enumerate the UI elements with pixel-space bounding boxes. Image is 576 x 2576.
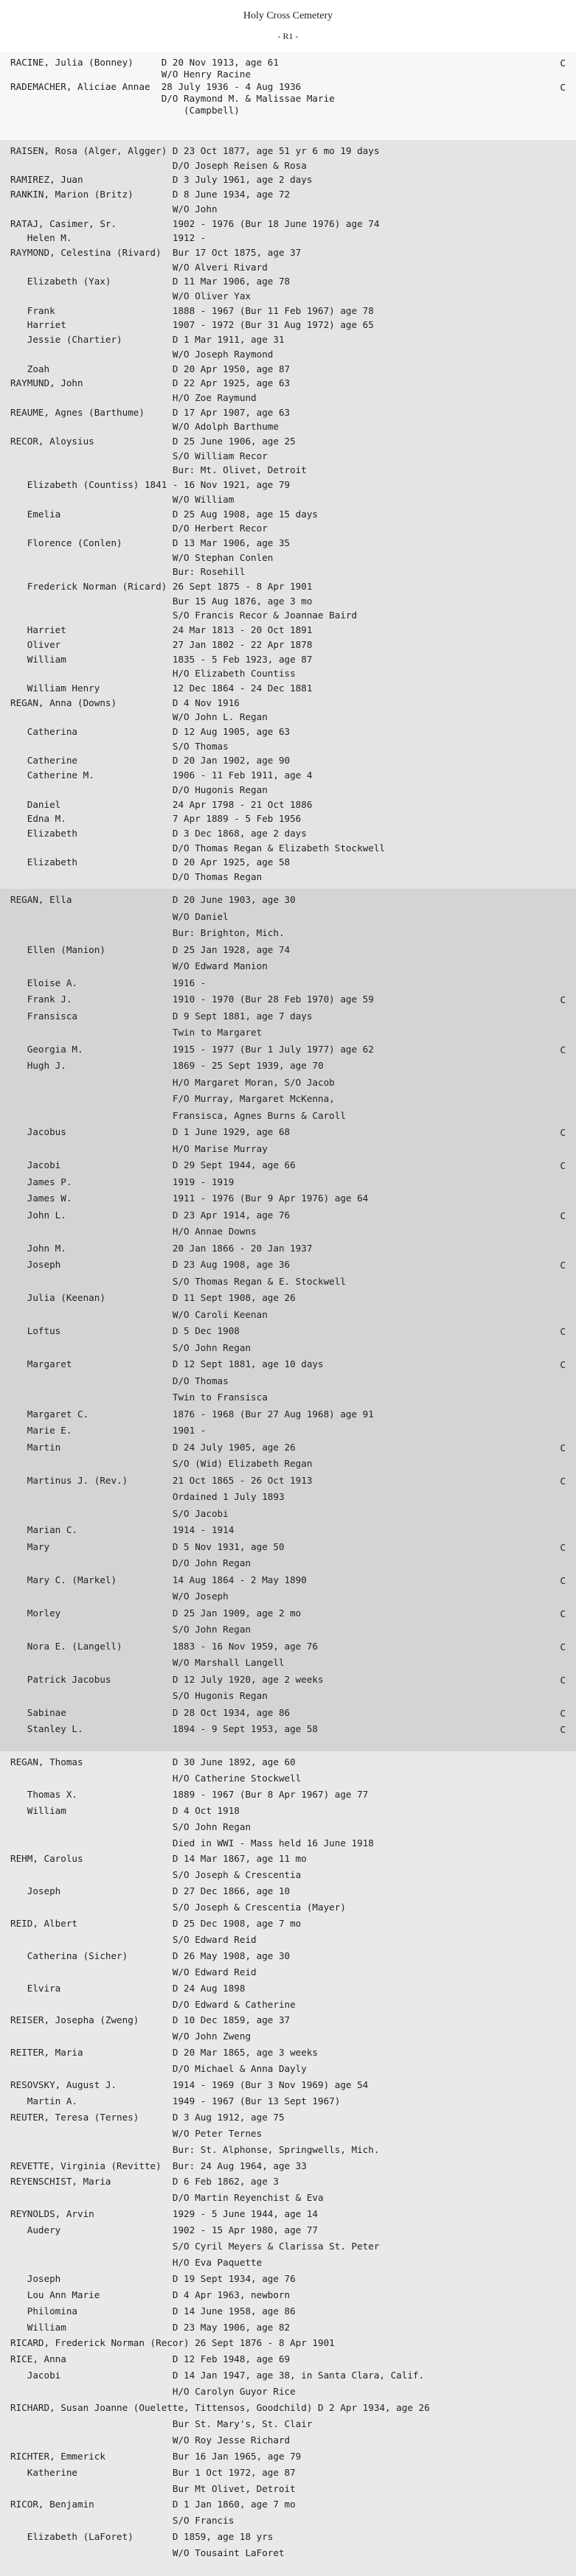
entry-line: S/O Thomas Regan & E. Stockwell xyxy=(10,1275,346,1287)
entry-line: W/O Caroli Keenan xyxy=(10,1308,268,1320)
entry-line: D/O Thomas xyxy=(10,1375,229,1386)
entry-line: W/O Joseph xyxy=(10,1591,229,1602)
entry-line: RANKIN, Marion (Britz) D 8 June 1934, age 72 xyxy=(10,189,291,200)
entry-line: W/O Alveri Rivard xyxy=(10,261,268,273)
entry-line: Elizabeth (LaForet) D 1859, age 18 yrs xyxy=(10,2531,274,2543)
entry-line: Katherine Bur 1 Oct 1972, age 87 xyxy=(10,2466,296,2478)
c-marker: C xyxy=(560,1541,566,1553)
entry-line: Catherina (Sicher) D 26 May 1908, age 30 xyxy=(10,1950,291,1961)
entry-line: RICOR, Benjamin D 1 Jan 1860, age 7 mo xyxy=(10,2499,296,2510)
c-marker: C xyxy=(560,1641,566,1652)
entry-line: RAYMUND, John D 22 Apr 1925, age 63 xyxy=(10,377,291,389)
entry-line: S/O John Regan xyxy=(10,1821,251,1832)
entry-line: H/O Zoe Raymund xyxy=(10,391,257,403)
entry-line: Martin D 24 July 1905, age 26 xyxy=(10,1441,296,1453)
entry-line: H/O Annae Downs xyxy=(10,1226,257,1237)
entry-line: Bur: Rosehill xyxy=(10,566,246,578)
entry-line: William Henry 12 Dec 1864 - 24 Dec 1881 xyxy=(10,682,313,694)
entry-line: D/O Martin Reyenchist & Eva xyxy=(10,2192,324,2204)
entry-line: H/O Catherine Stockwell xyxy=(10,1772,302,1784)
entry-line: D/O John Regan xyxy=(10,1557,251,1568)
entry-line: Nora E. (Langell) 1883 - 16 Nov 1959, age 76 xyxy=(10,1640,319,1652)
entry-line: Twin to Fransisca xyxy=(10,1392,268,1403)
entry-line: Martin A. 1949 - 1967 (Bur 13 Sept 1967) xyxy=(10,2095,341,2106)
entry-line: H/O Marise Murray xyxy=(10,1142,268,1154)
entry-line: John L. D 23 Apr 1914, age 76 xyxy=(10,1209,291,1221)
entry-line: REYNOLDS, Arvin 1929 - 5 June 1944, age 14 xyxy=(10,2208,319,2220)
entry-line: Morley D 25 Jan 1909, age 2 mo xyxy=(10,1607,302,1619)
entry-line: Harriet 24 Mar 1813 - 20 Oct 1891 xyxy=(10,624,313,636)
section-3 xyxy=(0,889,576,1751)
entry-line: Catherine M. 1906 - 11 Feb 1911, age 4 xyxy=(10,769,313,781)
entry-line: RATAJ, Casimer, Sr. 1902 - 1976 (Bur 18 June 1976) age 74 xyxy=(10,217,380,229)
entry-line: Hugh J. 1869 - 25 Sept 1939, age 70 xyxy=(10,1060,324,1071)
entry-line: Sabinae D 28 Oct 1934, age 86 xyxy=(10,1706,291,1718)
c-marker: C xyxy=(560,1674,566,1686)
section-1 xyxy=(0,52,576,140)
entry-line: W/O Marshall Langell xyxy=(10,1657,285,1668)
entry-line: REGAN, Ella D 20 June 1903, age 30 xyxy=(10,894,296,905)
c-marker: C xyxy=(560,1608,566,1619)
entry-line: Thomas X. 1889 - 1967 (Bur 8 Apr 1967) age 77 xyxy=(10,1788,369,1800)
section-2 xyxy=(0,140,576,889)
entry-line: Oliver 27 Jan 1802 - 22 Apr 1878 xyxy=(10,638,313,650)
entry-line: Joseph D 19 Sept 1934, age 76 xyxy=(10,2272,296,2284)
entry-line: Frank J. 1910 - 1970 (Bur 28 Feb 1970) age 59 xyxy=(10,994,374,1005)
entry-line: H/O Elizabeth Countiss xyxy=(10,668,296,680)
entry-line: W/O Joseph Raymond xyxy=(10,348,274,360)
entry-line: Julia (Keenan) D 11 Sept 1908, age 26 xyxy=(10,1292,296,1303)
entry-line: William D 23 May 1906, age 82 xyxy=(10,2321,291,2333)
entry-line: S/O (Wid) Elizabeth Regan xyxy=(10,1458,313,1469)
entry-line: W/O Daniel xyxy=(10,910,229,922)
entry-line: H/O Margaret Moran, S/O Jacob xyxy=(10,1076,335,1088)
entry-line: D/O Michael & Anna Dayly xyxy=(10,2063,307,2075)
c-marker: C xyxy=(560,1127,566,1138)
entry-line: Jacobi D 14 Jan 1947, age 38, in Santa Clara, Calif. xyxy=(10,2370,425,2381)
entry-line: Audery 1902 - 15 Apr 1980, age 77 xyxy=(10,2224,319,2236)
entry-line: RESOVSKY, August J. 1914 - 1969 (Bur 3 Nov 1969) age 54 xyxy=(10,2079,369,2090)
entry-line: Emelia D 25 Aug 1908, age 15 days xyxy=(10,508,319,520)
entry-line: W/O Tousaint LaForet xyxy=(10,2547,285,2559)
entry-line: S/O John Regan xyxy=(10,1341,251,1353)
entry-line: W/O John Zweng xyxy=(10,2031,251,2042)
entry-line: RADEMACHER, Aliciae Annae 28 July 1936 - 4 Aug 1936 xyxy=(10,80,302,92)
entry-line: Mary D 5 Nov 1931, age 50 xyxy=(10,1540,285,1552)
entry-line: Ellen (Manion) D 25 Jan 1928, age 74 xyxy=(10,943,291,955)
entry-line: RICARD, Frederick Norman (Recor) 26 Sept 1876 - 8 Apr 1901 xyxy=(10,2337,335,2349)
entry-line: Philomina D 14 June 1958, age 86 xyxy=(10,2305,296,2317)
entry-line: S/O Francis Recor & Joannae Baird xyxy=(10,610,358,621)
c-marker: C xyxy=(560,57,566,69)
entry-line: S/O Thomas xyxy=(10,740,229,752)
entry-line: Bur: Mt. Olivet, Detroit xyxy=(10,464,307,476)
entry-line: W/O William xyxy=(10,493,235,505)
c-marker: C xyxy=(560,1724,566,1735)
entry-line: H/O Eva Paquette xyxy=(10,2256,263,2268)
entry-line: Marian C. 1914 - 1914 xyxy=(10,1524,235,1535)
entry-line: Margaret D 12 Sept 1881, age 10 days xyxy=(10,1358,324,1369)
c-marker: C xyxy=(560,1707,566,1719)
entry-line: REISER, Josepha (Zweng) D 10 Dec 1859, age 37 xyxy=(10,2014,291,2026)
entry-line: S/O Francis xyxy=(10,2515,235,2527)
entry-line: REYENSCHIST, Maria D 6 Feb 1862, age 3 xyxy=(10,2176,279,2188)
entry-line: Bur 15 Aug 1876, age 3 mo xyxy=(10,595,313,607)
entry-line: W/O Henry Racine xyxy=(10,69,251,80)
entry-line: REHM, Carolus D 14 Mar 1867, age 11 mo xyxy=(10,1853,307,1865)
entry-line: Patrick Jacobus D 12 July 1920, age 2 weeks xyxy=(10,1673,324,1685)
entry-line: Frank 1888 - 1967 (Bur 11 Feb 1967) age 78 xyxy=(10,304,374,316)
c-marker: C xyxy=(560,1160,566,1171)
entry-line: REGAN, Thomas D 30 June 1892, age 60 xyxy=(10,1756,296,1767)
entry-line: James P. 1919 - 1919 xyxy=(10,1176,235,1187)
entry-line: RAISEN, Rosa (Alger, Algger) D 23 Oct 1877, age 51 yr 6 mo 19 days xyxy=(10,145,380,156)
entry-line: Twin to Margaret xyxy=(10,1027,263,1038)
c-marker: C xyxy=(560,994,566,1005)
c-marker: C xyxy=(560,1574,566,1586)
entry-line: Joseph D 27 Dec 1866, age 10 xyxy=(10,1885,291,1897)
entry-line: D/O Herbert Recor xyxy=(10,523,268,534)
entry-line: W/O Oliver Yax xyxy=(10,290,251,301)
entry-line: Margaret C. 1876 - 1968 (Bur 27 Aug 1968) age 91 xyxy=(10,1408,374,1420)
entry-line: William 1835 - 5 Feb 1923, age 87 xyxy=(10,653,313,665)
entry-line: RICHARD, Susan Joanne (Ouelette, Tittensos, Goodchild) D 2 Apr 1934, age 26 xyxy=(10,2402,430,2413)
entry-line: Martinus J. (Rev.) 21 Oct 1865 - 26 Oct 1913 xyxy=(10,1474,313,1486)
section-4 xyxy=(0,1751,576,2576)
entry-line: F/O Murray, Margaret McKenna, xyxy=(10,1093,335,1104)
entry-line: Ordained 1 July 1893 xyxy=(10,1491,285,1502)
entry-line: Jacobus D 1 June 1929, age 68 xyxy=(10,1126,291,1137)
entry-line: Bur: St. Alphonse, Springwells, Mich. xyxy=(10,2143,380,2155)
entry-line: Bur: Brighton, Mich. xyxy=(10,927,285,938)
entry-line: James W. 1911 - 1976 (Bur 9 Apr 1976) age 64 xyxy=(10,1193,369,1204)
entry-line: Catherine D 20 Jan 1902, age 90 xyxy=(10,755,291,767)
entry-line: REUTER, Teresa (Ternes) D 3 Aug 1912, age 75 xyxy=(10,2111,285,2123)
entry-line: W/O Edward Manion xyxy=(10,960,268,971)
entry-line: William D 4 Oct 1918 xyxy=(10,1804,240,1816)
entry-line: Eloise A. 1916 - xyxy=(10,977,207,988)
entry-line: S/O Cyril Meyers & Clarissa St. Peter xyxy=(10,2241,380,2252)
c-marker: C xyxy=(560,1260,566,1271)
entry-line: Jessie (Chartier) D 1 Mar 1911, age 31 xyxy=(10,334,285,346)
entry-line: D/O Thomas Regan & Elizabeth Stockwell xyxy=(10,842,385,854)
entry-line: D/O Joseph Reisen & Rosa xyxy=(10,159,307,171)
entry-line: Marie E. 1901 - xyxy=(10,1425,207,1436)
entry-line: W/O Adolph Barthume xyxy=(10,421,279,433)
entry-line: (Campbell) xyxy=(10,105,240,116)
entry-line: Died in WWI - Mass held 16 June 1918 xyxy=(10,1837,374,1849)
entry-line: John M. 20 Jan 1866 - 20 Jan 1937 xyxy=(10,1242,313,1254)
entry-line: Fransisca D 9 Sept 1881, age 7 days xyxy=(10,1010,313,1022)
entry-line: S/O Joseph & Crescentia xyxy=(10,1869,302,1881)
entry-line: Jacobi D 29 Sept 1944, age 66 xyxy=(10,1159,296,1170)
entry-line: Elizabeth (Yax) D 11 Mar 1906, age 78 xyxy=(10,276,291,287)
entry-line: Elizabeth (Countiss) 1841 - 16 Nov 1921, age 79 xyxy=(10,479,291,491)
entry-line: W/O John xyxy=(10,203,218,214)
entry-line: W/O Stephan Conlen xyxy=(10,551,274,563)
entry-line: Bur St. Mary's, St. Clair xyxy=(10,2418,313,2429)
entry-line: Elizabeth D 20 Apr 1925, age 58 xyxy=(10,856,291,868)
entry-line: RECOR, Aloysius D 25 June 1906, age 25 xyxy=(10,436,296,447)
entry-line: RICE, Anna D 12 Feb 1948, age 69 xyxy=(10,2353,291,2365)
entry-line: W/O Peter Ternes xyxy=(10,2127,263,2139)
entry-line: S/O Joseph & Crescentia (Mayer) xyxy=(10,1902,346,1913)
entry-line: S/O Jacobi xyxy=(10,1507,229,1519)
entry-line: D/O Thomas Regan xyxy=(10,871,263,882)
entry-line: RAYMOND, Celestina (Rivard) Bur 17 Oct 1875, age 37 xyxy=(10,246,302,258)
entry-line: REITER, Maria D 20 Mar 1865, age 3 weeks xyxy=(10,2047,319,2059)
entry-line: REAUME, Agnes (Barthume) D 17 Apr 1907, age 63 xyxy=(10,406,291,418)
entry-line: H/O Carolyn Guyor Rice xyxy=(10,2386,296,2398)
entry-line: S/O Edward Reid xyxy=(10,1933,257,1945)
entry-line: Florence (Conlen) D 13 Mar 1906, age 35 xyxy=(10,537,291,548)
c-marker: C xyxy=(560,1442,566,1453)
entry-line: Stanley L. 1894 - 9 Sept 1953, age 58 xyxy=(10,1723,319,1734)
entry-line: Loftus D 5 Dec 1908 xyxy=(10,1325,240,1336)
entry-line: D/O Edward & Catherine xyxy=(10,1998,296,2010)
entry-line: RAMIREZ, Juan D 3 July 1961, age 2 days xyxy=(10,174,313,186)
entry-line: Helen M. 1912 - xyxy=(10,232,207,244)
c-marker: C xyxy=(560,1326,566,1337)
page-title: Holy Cross Cemetery xyxy=(243,10,333,21)
entry-line: Edna M. 7 Apr 1889 - 5 Feb 1956 xyxy=(10,813,302,825)
c-marker: C xyxy=(560,1475,566,1487)
entry-line: Fransisca, Agnes Burns & Caroll xyxy=(10,1109,346,1121)
entry-line: Catherina D 12 Aug 1905, age 63 xyxy=(10,726,291,737)
entry-line: S/O William Recor xyxy=(10,450,268,461)
entry-line: REID, Albert D 25 Dec 1908, age 7 mo xyxy=(10,1918,302,1929)
c-marker: C xyxy=(560,81,566,93)
entry-line: Mary C. (Markel) 14 Aug 1864 - 2 May 1890 xyxy=(10,1574,307,1585)
entry-line: W/O Edward Reid xyxy=(10,1966,257,1978)
entry-line: Elizabeth D 3 Dec 1868, age 2 days xyxy=(10,827,307,839)
entry-line: RICHTER, Emmerick Bur 16 Jan 1965, age 79 xyxy=(10,2450,302,2462)
c-marker: C xyxy=(560,1210,566,1221)
entry-line: Elvira D 24 Aug 1898 xyxy=(10,1982,246,1994)
page-header xyxy=(0,0,576,42)
entry-line: Daniel 24 Apr 1798 - 21 Oct 1886 xyxy=(10,798,313,810)
page-subtitle: - R1 - xyxy=(277,31,299,41)
entry-line: Bur Mt Olivet, Detroit xyxy=(10,2482,296,2494)
entry-line: Joseph D 23 Aug 1908, age 36 xyxy=(10,1259,291,1270)
entry-line: S/O Hugonis Regan xyxy=(10,1690,268,1701)
entry-line: W/O John L. Regan xyxy=(10,711,268,723)
entry-line: RACINE, Julia (Bonney) D 20 Nov 1913, age 61 xyxy=(10,57,279,68)
entry-line: Georgia M. 1915 - 1977 (Bur 1 July 1977) age 62 xyxy=(10,1043,374,1055)
entry-line: REVETTE, Virginia (Revitte) Bur: 24 Aug 1964, age 33 xyxy=(10,2160,307,2171)
c-marker: C xyxy=(560,1044,566,1055)
entry-line: Frederick Norman (Ricard) 26 Sept 1875 - 8 Apr 1901 xyxy=(10,581,313,592)
entry-line: Harriet 1907 - 1972 (Bur 31 Aug 1972) age 65 xyxy=(10,319,374,331)
entry-line: D/O Hugonis Regan xyxy=(10,783,268,795)
entry-line: Zoah D 20 Apr 1950, age 87 xyxy=(10,363,291,374)
entry-line: D/O Raymond M. & Malissae Marie xyxy=(10,92,335,104)
c-marker: C xyxy=(560,1359,566,1370)
entry-line: W/O Roy Jesse Richard xyxy=(10,2434,291,2446)
entry-line: Lou Ann Marie D 4 Apr 1963, newborn xyxy=(10,2289,291,2300)
entry-line: S/O John Regan xyxy=(10,1624,251,1635)
entry-line: REGAN, Anna (Downs) D 4 Nov 1916 xyxy=(10,697,240,708)
